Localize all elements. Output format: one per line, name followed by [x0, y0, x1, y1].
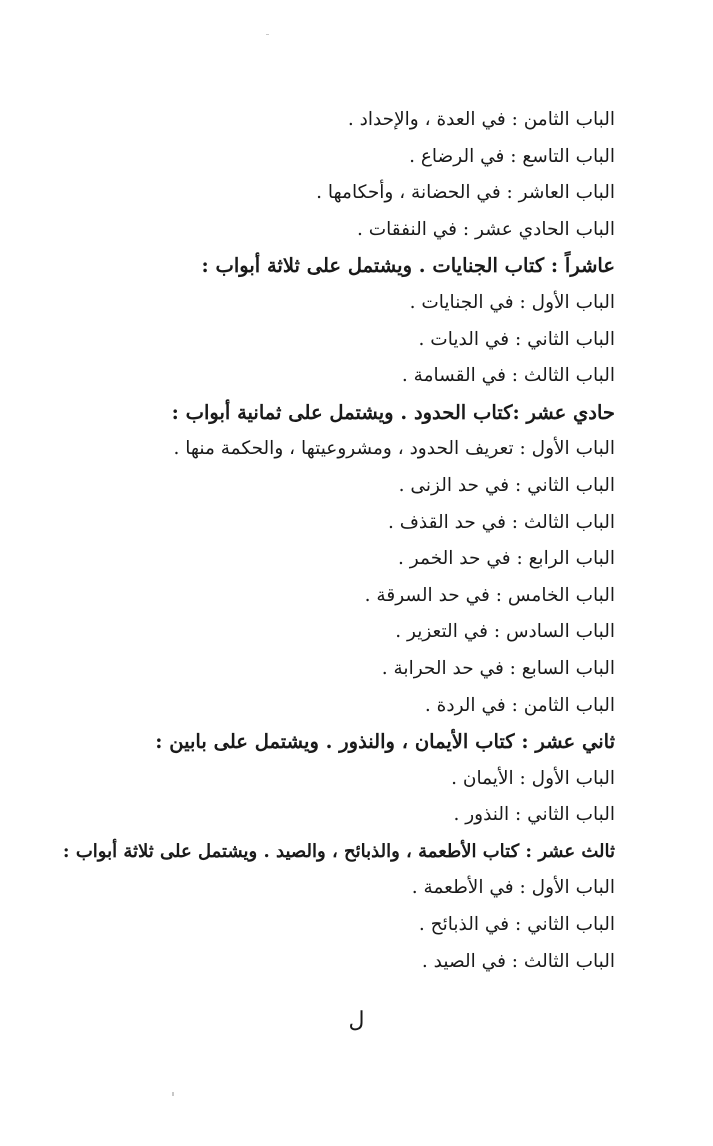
toc-line-1: الباب الثامن : في العدة ، والإحداد . [347, 109, 615, 130]
paper-speck [172, 1092, 174, 1096]
toc-line-4: الباب الحادي عشر : في النفقات . [356, 218, 615, 240]
page-number: ل [348, 1008, 365, 1033]
toc-line-2: الباب التاسع : في الرضاع . [409, 145, 615, 167]
toc-line-16: الباب السابع : في حد الحرابة . [381, 657, 615, 679]
toc-line-23: الباب الثاني : في الذبائح . [418, 914, 615, 936]
toc-line-14: الباب الخامس : في حد السرقة . [364, 584, 615, 606]
paper-speck [266, 34, 269, 35]
toc-line-8: الباب الثالث : في القسامة . [401, 365, 615, 387]
section-heading-oaths: ثاني عشر : كتاب الأيمان ، والنذور . ويشتمل على بابين : [155, 730, 615, 754]
section-heading-crimes: عاشراً : كتاب الجنايات . ويشتمل على ثلاثة أبواب : [201, 254, 615, 278]
toc-line-24: الباب الثالث : في الصيد . [421, 950, 615, 972]
toc-line-3: الباب العاشر : في الحضانة ، وأحكامها . [316, 182, 615, 204]
toc-line-6: الباب الأول : في الجنايات . [409, 291, 615, 313]
toc-line-19: الباب الأول : الأيمان . [451, 767, 615, 789]
toc-line-12: الباب الثالث : في حد القذف . [387, 511, 615, 533]
section-heading-foods: ثالث عشر : كتاب الأطعمة ، والذبائح ، والصيد . ويشتمل على ثلاثة أبواب : [62, 840, 615, 862]
toc-line-10: الباب الأول : تعريف الحدود ، ومشروعيتها ، والحكمة منها . [173, 438, 615, 460]
toc-line-22: الباب الأول : في الأطعمة . [411, 877, 615, 899]
table-of-contents [55, 102, 615, 980]
toc-line-7: الباب الثاني : في الديات . [418, 328, 615, 350]
toc-line-20: الباب الثاني : النذور . [453, 804, 615, 826]
toc-line-15: الباب السادس : في التعزير . [395, 621, 615, 643]
toc-line-13: الباب الرابع : في حد الخمر . [398, 548, 615, 570]
section-heading-hudud: حادي عشر :كتاب الحدود . ويشتمل على ثمانية أبواب : [171, 400, 615, 424]
toc-line-17: الباب الثامن : في الردة . [424, 694, 615, 716]
toc-line-11: الباب الثاني : في حد الزنى . [398, 474, 615, 496]
